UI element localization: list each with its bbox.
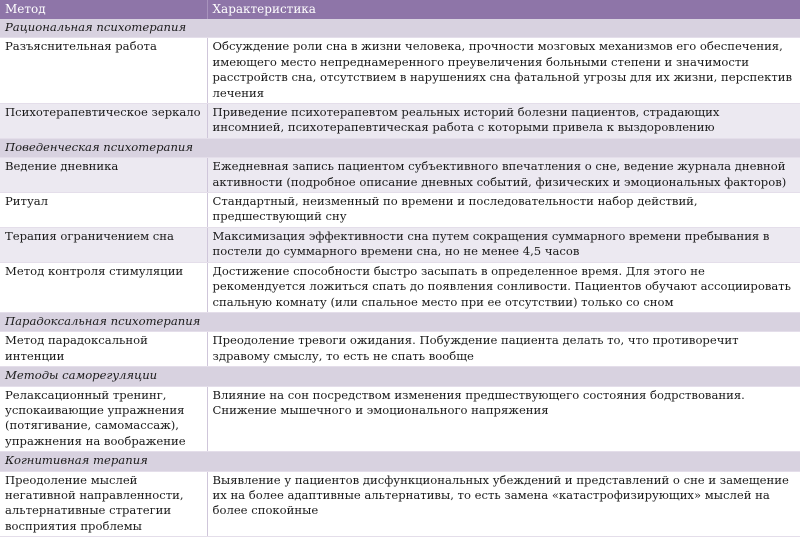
column-header-characteristic: Характеристика [207,0,800,19]
section-title: Парадоксальная психотерапия [0,312,800,331]
table-row [0,38,800,104]
section-row [0,138,800,157]
description-cell: Влияние на сон посредством изменения предшествующего состояния бодрствования. Снижение мышечного и эмоционального напряжения [207,386,800,452]
table-row [0,332,800,367]
section-title: Методы саморегуляции [0,367,800,386]
method-cell: Ритуал [0,193,207,228]
method-cell: Разъяснительная работа [0,38,207,104]
description-cell: Выявление у пациентов дисфункциональных убеждений и представлений о сне и замещение их на более адаптивные альтернативы, то есть замена «катастрофизирующих» мыслей на более спокойные [207,471,800,537]
section-row [0,19,800,38]
section-title: Когнитивная терапия [0,452,800,471]
column-header-method: Метод [0,0,207,19]
method-cell: Терапия ограничением сна [0,227,207,262]
section-row [0,312,800,331]
method-cell: Релаксационный тренинг, успокаивающие упражнения (потягивание, самомассаж), упражнения на воображение [0,386,207,452]
description-cell: Достижение способности быстро засыпать в определенное время. Для этого не рекомендуется ложиться спать до появления сонливости. Пациентов обучают ассоциировать спальную комнату (или спальное место при ее отсутствии) только со сном [207,262,800,312]
description-cell: Ежедневная запись пациентом субъективного впечатления о сне, ведение журнала дневной активности (подробное описание дневных событий, физических и эмоциональных факторов) [207,158,800,193]
table-row [0,386,800,452]
table-header-row [0,0,800,19]
table-row [0,104,800,139]
section-row [0,367,800,386]
method-cell: Преодоление мыслей негативной направленности, альтернативные стратегии восприятия проблемы [0,471,207,537]
description-cell: Обсуждение роли сна в жизни человека, прочности мозговых механизмов его обеспечения, имеющего место непреднамеренного преувеличения больными степени и значимости расстройств сна, отсутствием в нарушениях сна фатальной угрозы для их жизни, перспектив лечения [207,38,800,104]
table-row [0,471,800,537]
method-cell: Метод контроля стимуляции [0,262,207,312]
section-title: Рациональная психотерапия [0,19,800,38]
description-cell: Максимизация эффективности сна путем сокращения суммарного времени пребывания в постели до суммарного времени сна, но не менее 4,5 часов [207,227,800,262]
description-cell: Приведение психотерапевтом реальных историй болезни пациентов, страдающих инсомнией, психотерапевтическая работа с которыми привела к выздоровлению [207,104,800,139]
method-cell: Ведение дневника [0,158,207,193]
table-row [0,227,800,262]
method-cell: Психотерапевтическое зеркало [0,104,207,139]
section-title: Поведенческая психотерапия [0,138,800,157]
table-row [0,193,800,228]
section-row [0,452,800,471]
method-cell: Метод парадоксальной интенции [0,332,207,367]
table-row [0,158,800,193]
table-row [0,262,800,312]
description-cell: Стандартный, неизменный по времени и последовательности набор действий, предшествующий сну [207,193,800,228]
description-cell: Преодоление тревоги ожидания. Побуждение пациента делать то, что противоречит здравому смыслу, то есть не спать вообще [207,332,800,367]
